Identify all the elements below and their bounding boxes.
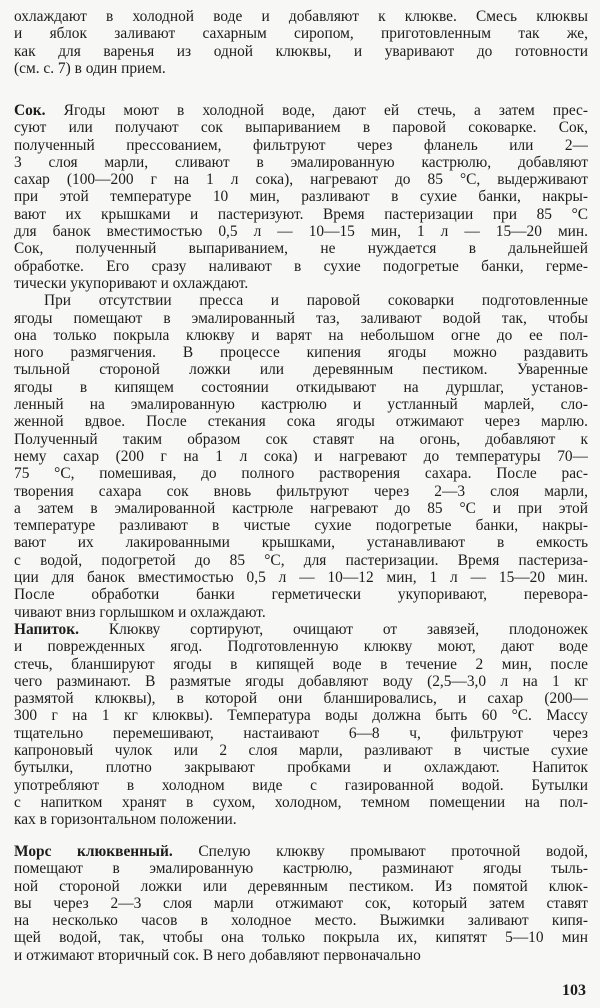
text-line: нему сахар (200 г на 1 л сока) и нагревают до температуры 70—	[14, 447, 588, 465]
text-line: для банок вместимостью 0,5 л — 10—15 мин, 1 л — 15—20 мин.	[14, 223, 588, 241]
text-line: Полученный таким образом сок ставят на огонь, добавляют к	[14, 430, 588, 448]
text-line: ягоды помещают в эмалированный таз, заливают водой так, чтобы	[14, 309, 588, 327]
text-line	[14, 102, 588, 119]
text-line: с напитком хранят в сухом, холодном, темном помещении на пол-	[14, 793, 588, 811]
text-line: употребляют в холодном виде с газированной водой. Бутылки	[14, 776, 588, 794]
text-line: вают их лакированными крышками, устанавливают в емкость	[14, 534, 588, 552]
text-line: с водой, подогретой до 85 °C, для пастеризации. Время пастериза-	[14, 551, 588, 569]
text-line: творения сахара сок вновь фильтруют через 2—3 слоя марли,	[14, 482, 588, 500]
text-line	[14, 621, 588, 638]
text-line: как для варенья из одной клюквы, и уваривают до готовности	[14, 42, 588, 60]
paragraph-drink	[14, 621, 588, 829]
text-line: помещают в эмалированную кастрюлю, разминают ягоды тыль-	[14, 860, 588, 878]
text-line: После обработки банки герметически укупоривают, перевора-	[14, 586, 588, 604]
text-line: При отсутствии пресса и паровой соковарки подготовленные	[44, 292, 588, 310]
text-line: и поврежденных ягод. Подготовленную клюкву моют, дают воде	[14, 638, 588, 656]
text-line: чего разминают. В размятые ягоды добавляют воду (2,5—3,0 л на 1 кг	[14, 672, 588, 690]
text-line: и отжимают вторичный сок. В него добавляют первоначально	[14, 946, 421, 964]
text-line: чивают вниз горлышком и охлаждают.	[14, 603, 266, 621]
text-line: на несколько часов в холодное место. Выжимки заливают кипя-	[14, 912, 588, 930]
paragraph-juice-no-press	[14, 292, 588, 621]
text-line: 3 слоя марли, сливают в эмалированную кастрюлю, добавляют	[14, 153, 588, 171]
text-line: Сок, полученный выпариванием, не нуждается в дальнейшей	[14, 240, 588, 258]
text-line: вают их крышками и пастеризуют. Время пастеризации при 85 °C	[14, 205, 588, 223]
text-line: тически укупоривают и охлаждают.	[14, 274, 249, 292]
text-line: щей водой, так, чтобы она только покрыла их, кипятят 5—10 мин	[14, 929, 588, 947]
text-line: ках в горизонтальном положении.	[14, 811, 237, 829]
paragraph-juice-pressed	[14, 102, 588, 292]
line-text: Спелую клюкву промывают проточной водой,	[172, 843, 588, 860]
text-line: сахар (100—200 г на 1 л сока), нагревают до 85 °C, выдерживают	[14, 171, 588, 189]
text-line: ленный на эмалированную кастрюлю и устланный марлей, сло-	[14, 396, 588, 414]
text-line: ции для банок вместимостью 0,5 л — 10—12 мин, 1 л — 15—20 мин.	[14, 569, 588, 587]
page-number: 103	[562, 982, 586, 999]
text-line: она только покрыла клюкву и варят на небольшом огне до ее пол-	[14, 326, 588, 344]
text-line: 300 г на 1 кг клюквы). Температура воды должна быть 60 °C. Массу	[14, 707, 588, 725]
section-heading: Напиток.	[14, 620, 79, 638]
text-line: суют или получают сок выпариванием в паровой соковарке. Сок,	[14, 119, 588, 137]
text-line: охлаждают в холодной воде и добавляют к клюкве. Смесь клюквы	[14, 8, 588, 25]
text-line: бутылки, плотно закрывают пробками и охлаждают. Напиток	[14, 759, 588, 777]
section-heading: Сок.	[14, 102, 46, 119]
text-line: обработке. Его сразу наливают в сухие подогретые банки, герме-	[14, 257, 588, 275]
line-text: Ягоды моют в холодной воде, дают ей стечь, а затем прес-	[45, 102, 588, 119]
text-line: ягоды в кипящем состоянии откидывают на дуршлаг, установ-	[14, 378, 588, 396]
text-line: тщательно перемешивают, настаивают 6—8 ч, фильтруют через	[14, 724, 588, 742]
text-line: при этой температуре 10 мин, разливают в сухие банки, накры-	[14, 188, 588, 206]
text-line: а затем в эмалированной кастрюле нагревают до 85 °C и при этой	[14, 499, 588, 517]
text-line: и яблок заливают сахарным сиропом, приготовленным так же,	[14, 25, 588, 43]
paragraph-cranberry-mors	[14, 843, 588, 964]
paragraph-cranberry-apple-end	[14, 8, 588, 77]
section-heading: Морс клюквенный.	[14, 843, 173, 860]
line-text: Клюкву сортируют, очищают от завязей, плодоножек	[78, 620, 588, 638]
text-line: ного размягчения. В процессе кипения ягоды можно раздавить	[14, 344, 588, 362]
text-line: размятой клюквы), в которой они бланшировались, и сахар (200—	[14, 690, 588, 708]
text-line: вы через 2—3 слоя марли отжимают сок, который затем ставят	[14, 894, 588, 912]
text-line: температуре разливают в чистые сухие подогретые банки, накры-	[14, 517, 588, 535]
text-line: стечь, бланшируют ягоды в кипящей воде в течение 2 мин, после	[14, 655, 588, 673]
text-line: 75 °C, помешивая, до полного растворения сахара. После рас-	[14, 465, 588, 483]
text-line: женной вдвое. После стекания сока ягоды отжимают через марлю.	[14, 413, 588, 431]
paragraph-juice	[14, 102, 588, 828]
text-line: (см. с. 7) в один прием.	[14, 59, 166, 77]
text-line	[14, 843, 588, 860]
text-line: полученный прессованием, фильтруют через фланель или 2—	[14, 136, 588, 154]
text-line: капроновый чулок или 2 слоя марли, разливают в чистые сухие	[14, 741, 588, 759]
text-line: тыльной стороной ложки или деревянным пестиком. Уваренные	[14, 361, 588, 379]
text-line: ной стороной ложки или деревянным пестиком. Из помятой клюк-	[14, 877, 588, 895]
